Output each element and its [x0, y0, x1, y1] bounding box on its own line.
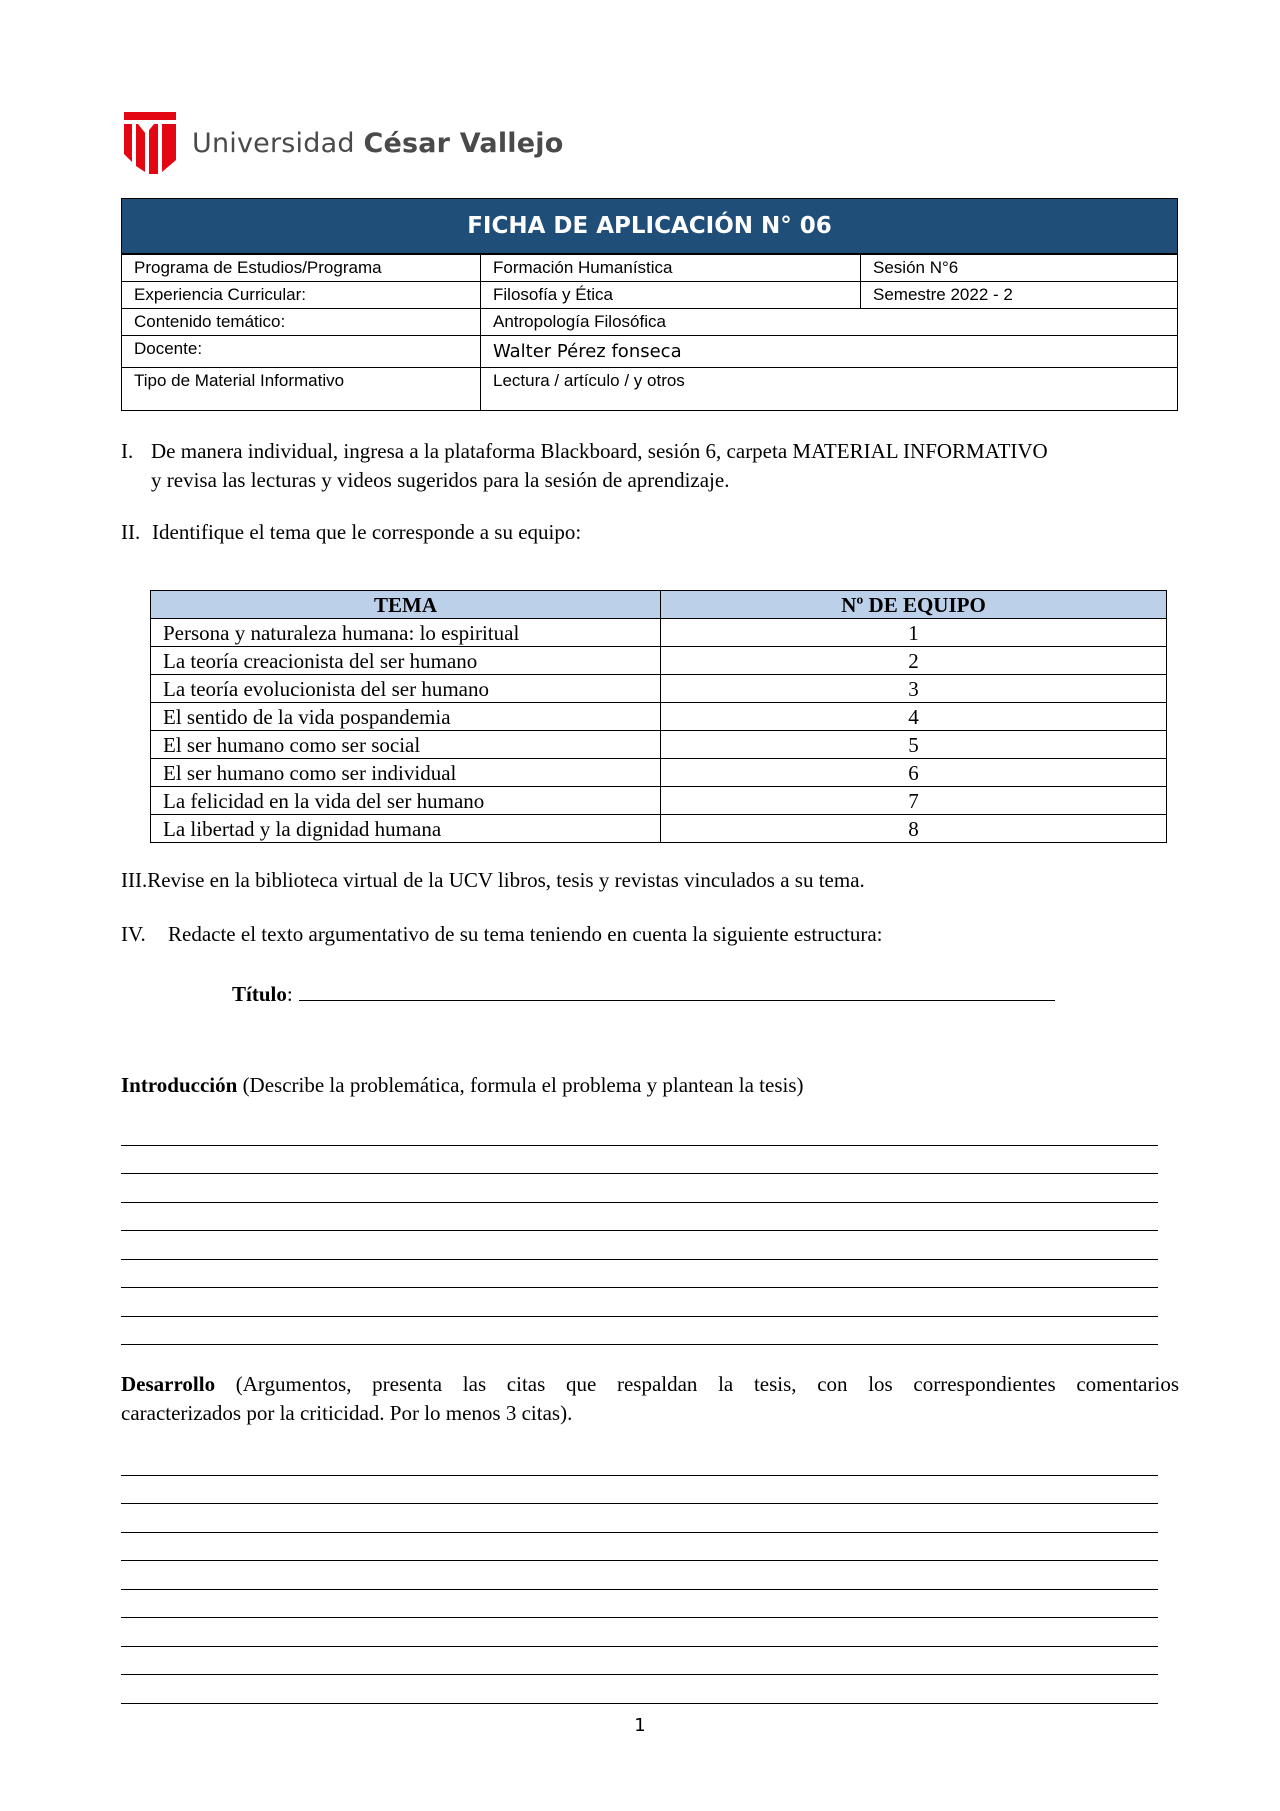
table-row	[151, 759, 1167, 787]
equipo-cell: 7	[661, 787, 1167, 815]
tema-cell: La teoría creacionista del ser humano	[151, 647, 661, 675]
ficha-row	[122, 281, 1177, 308]
ficha-label: Experiencia Curricular:	[122, 282, 481, 308]
table-row	[151, 619, 1167, 647]
section-2	[121, 518, 1179, 547]
table-row	[151, 731, 1167, 759]
titulo-label: Título	[232, 982, 287, 1006]
tema-cell: La libertad y la dignidad humana	[151, 815, 661, 843]
writing-line[interactable]	[121, 1504, 1158, 1533]
table-row	[151, 647, 1167, 675]
writing-line[interactable]	[121, 1174, 1158, 1203]
writing-line[interactable]	[121, 1288, 1158, 1317]
writing-line[interactable]	[121, 1618, 1158, 1647]
introduccion-label: Introducción	[121, 1073, 238, 1097]
section-number: I.	[121, 439, 134, 463]
section-text: De manera individual, ingresa a la plataforma Blackboard, sesión 6, carpeta MATERIAL INFORMATIVO	[151, 439, 1048, 463]
tema-cell: El ser humano como ser individual	[151, 759, 661, 787]
equipo-cell: 3	[661, 675, 1167, 703]
section-number: IV.	[121, 922, 146, 946]
university-logo	[124, 112, 563, 174]
section-text: Redacte el texto argumentativo de su tema teniendo en cuenta la siguiente estructura:	[168, 922, 883, 946]
tema-cell: El ser humano como ser social	[151, 731, 661, 759]
writing-line[interactable]	[121, 1447, 1158, 1476]
equipo-cell: 8	[661, 815, 1167, 843]
writing-line[interactable]	[121, 1675, 1158, 1704]
ficha-label: Tipo de Material Informativo	[122, 368, 481, 410]
section-4	[121, 920, 1179, 949]
writing-line[interactable]	[121, 1117, 1158, 1146]
ficha-row	[122, 308, 1177, 335]
introduccion-heading	[121, 1071, 1179, 1100]
column-header: Nº DE EQUIPO	[661, 591, 1167, 619]
writing-line[interactable]	[121, 1590, 1158, 1619]
column-header: TEMA	[151, 591, 661, 619]
writing-line[interactable]	[121, 1647, 1158, 1676]
table-header-row	[151, 591, 1167, 619]
equipo-cell: 2	[661, 647, 1167, 675]
ficha-row	[122, 367, 1177, 410]
ficha-row	[122, 254, 1177, 281]
ficha-label: Docente:	[122, 336, 481, 367]
ficha-value-docente: Walter Pérez fonseca	[493, 341, 682, 362]
ficha-title: FICHA DE APLICACIÓN N° 06	[122, 199, 1177, 254]
writing-line[interactable]	[121, 1476, 1158, 1505]
desarrollo-heading	[121, 1370, 1179, 1428]
ficha-row	[122, 335, 1177, 367]
section-number: II.	[121, 520, 141, 544]
section-number: III.	[121, 868, 148, 892]
writing-line[interactable]	[121, 1260, 1158, 1289]
ficha-label: Contenido temático:	[122, 309, 481, 335]
equipo-cell: 5	[661, 731, 1167, 759]
writing-line[interactable]	[121, 1317, 1158, 1346]
section-text: y revisa las lecturas y videos sugeridos para la sesión de aprendizaje.	[151, 468, 730, 492]
tema-cell: La felicidad en la vida del ser humano	[151, 787, 661, 815]
page-number: 1	[634, 1715, 646, 1736]
introduccion-writing-lines[interactable]	[121, 1117, 1158, 1345]
equipo-cell: 4	[661, 703, 1167, 731]
equipo-cell: 6	[661, 759, 1167, 787]
ficha-value: Lectura / artículo / y otros	[493, 371, 685, 390]
desarrollo-writing-lines[interactable]	[121, 1447, 1158, 1704]
writing-line[interactable]	[121, 1231, 1158, 1260]
ficha-label: Programa de Estudios/Programa	[122, 255, 481, 281]
table-row	[151, 703, 1167, 731]
section-1	[121, 437, 1179, 495]
ficha-extra: Semestre 2022 - 2	[873, 285, 1013, 304]
tema-cell: El sentido de la vida pospandemia	[151, 703, 661, 731]
table-row	[151, 675, 1167, 703]
tema-cell: La teoría evolucionista del ser humano	[151, 675, 661, 703]
titulo-field	[232, 978, 1132, 1009]
section-3	[121, 866, 1179, 895]
ficha-value: Filosofía y Ética	[481, 282, 861, 308]
writing-line[interactable]	[121, 1203, 1158, 1232]
equipo-cell: 1	[661, 619, 1167, 647]
table-row	[151, 815, 1167, 843]
titulo-colon: :	[286, 982, 293, 1006]
section-text: Revise en la biblioteca virtual de la UCV libros, tesis y revistas vinculados a su tema.	[147, 868, 865, 892]
ficha-info-table	[121, 198, 1178, 411]
desarrollo-label: Desarrollo	[121, 1372, 216, 1396]
writing-line[interactable]	[121, 1533, 1158, 1562]
section-text: Identifique el tema que le corresponde a su equipo:	[152, 520, 582, 544]
desarrollo-desc: (Argumentos, presenta las citas que respaldan la tesis, con los correspondientes comentarios	[215, 1372, 1179, 1396]
writing-line[interactable]	[121, 1146, 1158, 1175]
ficha-value: Antropología Filosófica	[493, 312, 666, 331]
writing-line[interactable]	[121, 1561, 1158, 1590]
tema-cell: Persona y naturaleza humana: lo espiritual	[151, 619, 661, 647]
titulo-blank-line[interactable]	[299, 978, 1055, 1001]
introduccion-desc: (Describe la problemática, formula el problema y plantean la tesis)	[237, 1073, 804, 1097]
desarrollo-desc-cont: caracterizados por la criticidad. Por lo menos 3 citas).	[121, 1401, 573, 1425]
table-row	[151, 787, 1167, 815]
ficha-value: Formación Humanística	[481, 255, 861, 281]
ficha-extra: Sesión N°6	[873, 258, 959, 277]
tema-table	[150, 590, 1167, 843]
university-name: Universidad César Vallejo	[192, 127, 564, 159]
ucv-shield-icon	[124, 112, 176, 174]
